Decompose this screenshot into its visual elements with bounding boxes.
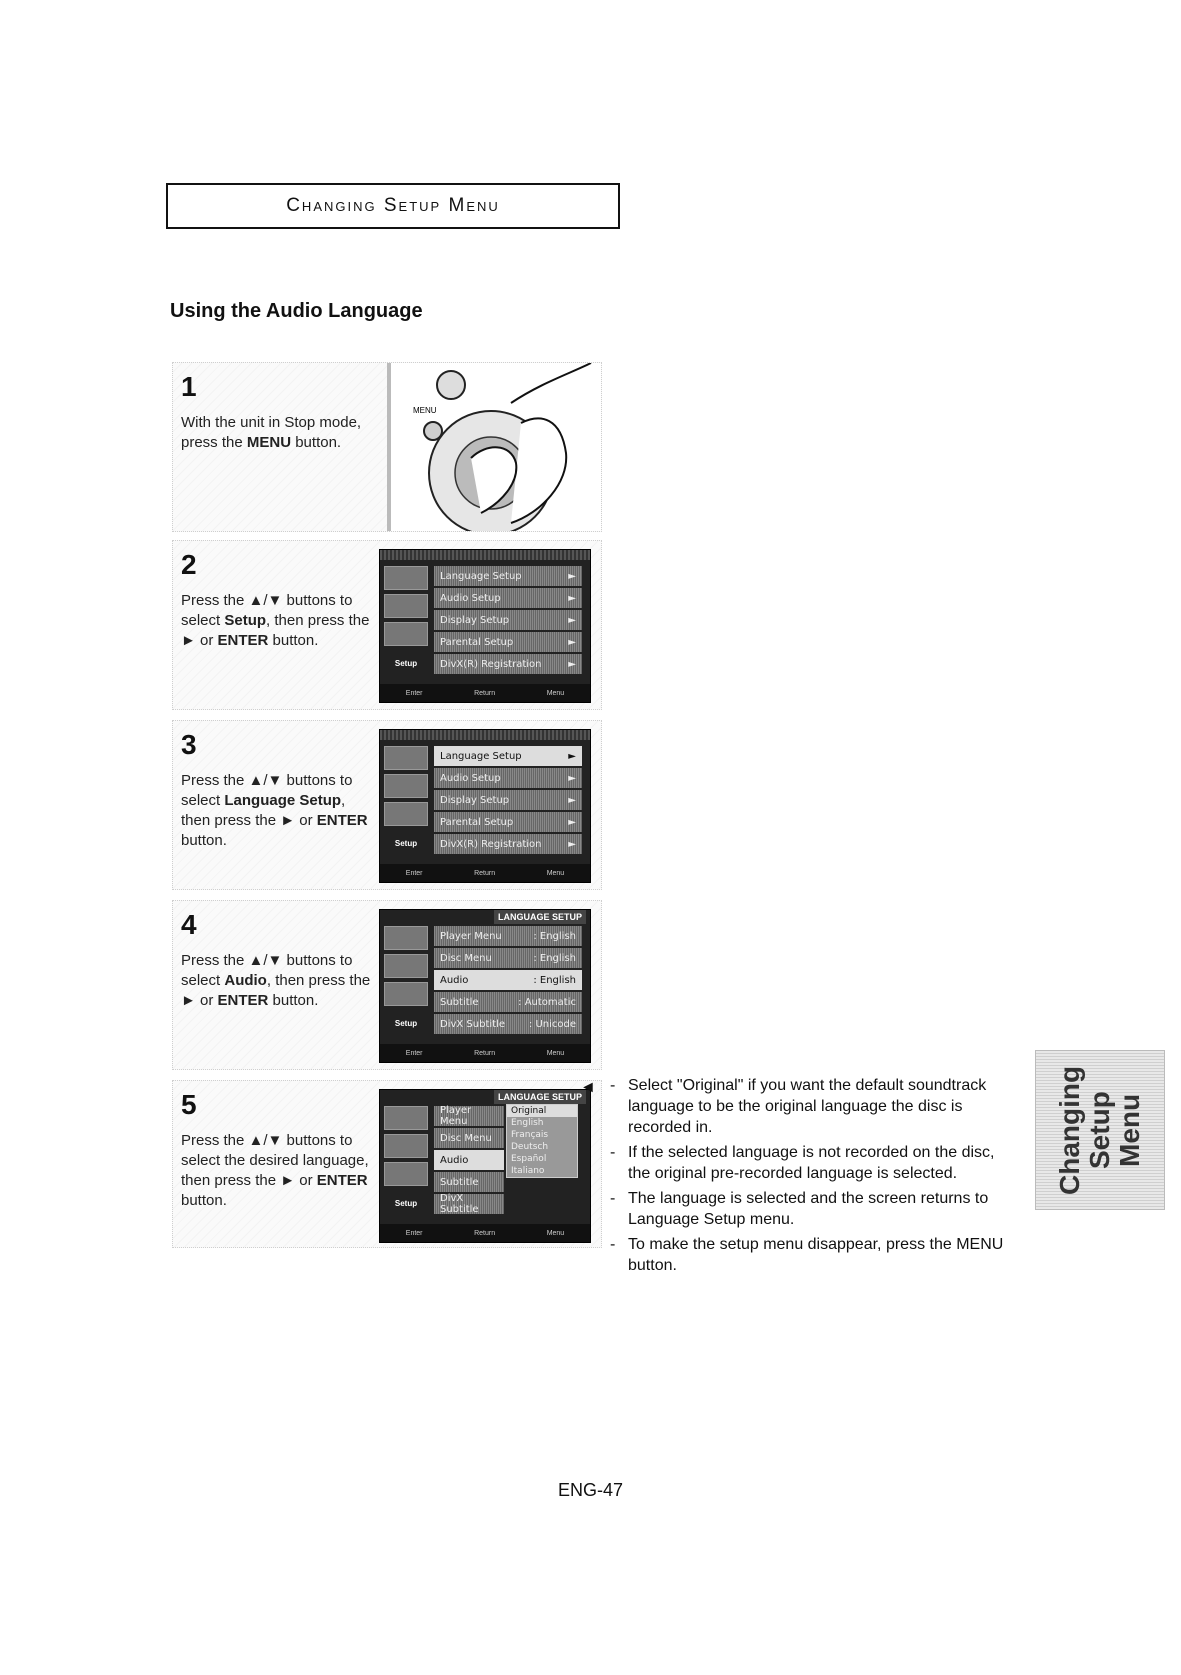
arrow-icon: ► (568, 772, 576, 784)
arrow-icon: ► (568, 838, 576, 850)
menu-item: Disc Menu (434, 1128, 504, 1148)
menu-item-selected: Language Setup ► (434, 746, 582, 766)
step-number: 5 (181, 1089, 197, 1120)
step-number: 1 (181, 371, 197, 402)
menu-item: DivX(R) Registration ► (434, 654, 582, 674)
page-heading: Using the Audio Language (170, 300, 423, 322)
arrow-icon: ► (568, 816, 576, 828)
note-item: - Select "Original" if you want the default soundtrack language to be the original language the disc is recorded in. (610, 1077, 987, 1136)
arrow-icon: ► (568, 614, 576, 626)
menu-item: Display Setup ► (434, 610, 582, 630)
step-3 (172, 720, 602, 890)
notes (580, 1075, 1010, 1280)
note-arrow-icon: ◄ (580, 1079, 596, 1096)
setup-menu-screen: Setup Language Setup ► Audio Setup ► Display Setup ► Parental Setup ► DivX(R) Registration ► Enter Return Menu (379, 549, 591, 703)
step-text: Press the ▲/▼ buttons to select Audio, then press the ► or ENTER button. (181, 952, 371, 1009)
menu-item: Audio Setup ► (434, 588, 582, 608)
menu-item: Display Setup ► (434, 790, 582, 810)
menu-item: Player Menu : English (434, 926, 582, 946)
menu-item: Parental Setup ► (434, 812, 582, 832)
language-setup-screen: LANGUAGE SETUP Setup Player Menu : English Disc Menu : English Audio : English Subtitle : Automatic DivX Subtitle : Unicode Enter Return Menu (379, 909, 591, 1063)
page-number: ENG-47 (557, 1480, 624, 1500)
step-number: 3 (181, 729, 197, 760)
menu-item: Subtitle (434, 1172, 504, 1192)
arrow-icon: ► (568, 636, 576, 648)
audio-language-screen: LANGUAGE SETUP Setup Player Menu Disc Menu Audio Subtitle DivX Subtitle Original English Français Deutsch Español Italiano Enter Return Menu (379, 1089, 591, 1243)
audio-options-list: Original English Français Deutsch Español Italiano (506, 1104, 578, 1178)
note-item: - The language is selected and the screen returns to Language Setup menu. (610, 1190, 989, 1228)
arrow-icon: ► (568, 570, 576, 582)
setup-menu-screen: Setup Language Setup ► Audio Setup ► Display Setup ► Parental Setup ► DivX(R) Registration ► Enter Return Menu (379, 729, 591, 883)
step-number: 4 (181, 909, 197, 940)
menu-item-selected: Audio : English (434, 970, 582, 990)
arrow-icon: ► (568, 750, 576, 762)
step-number: 2 (181, 549, 197, 580)
menu-item: Parental Setup ► (434, 632, 582, 652)
menu-item: DivX(R) Registration ► (434, 834, 582, 854)
note-item: - If the selected language is not recorded on the disc, the original pre-recorded language is selected. (610, 1144, 995, 1182)
step-1 (172, 362, 602, 532)
menu-item: Audio Setup ► (434, 768, 582, 788)
step-text: Press the ▲/▼ buttons to select Language Setup, then press the ► or ENTER button. (181, 772, 368, 849)
menu-item: Player Menu (434, 1106, 504, 1126)
note-item: - To make the setup menu disappear, press the MENU button. (610, 1236, 1004, 1274)
arrow-icon: ► (568, 592, 576, 604)
section-title: Changing Setup Menu (166, 183, 620, 229)
arrow-icon: ► (568, 794, 576, 806)
menu-item-selected: Audio (434, 1150, 504, 1170)
svg-text:MENU: MENU (413, 406, 437, 415)
remote-illustration (387, 363, 601, 531)
step-4 (172, 900, 602, 1070)
menu-item: Language Setup ► (434, 566, 582, 586)
step-text: With the unit in Stop mode, press the MENU button. (181, 414, 362, 451)
menu-item: DivX Subtitle (434, 1194, 504, 1214)
menu-item: Disc Menu : English (434, 948, 582, 968)
step-5 (172, 1080, 602, 1248)
step-2 (172, 540, 602, 710)
menu-item: Subtitle : Automatic (434, 992, 582, 1012)
arrow-icon: ► (568, 658, 576, 670)
step-text: Press the ▲/▼ buttons to select the desired language, then press the ► or ENTER button. (181, 1132, 369, 1209)
step-text: Press the ▲/▼ buttons to select Setup, then press the ► or ENTER button. (181, 592, 370, 649)
menu-item: DivX Subtitle : Unicode (434, 1014, 582, 1034)
chapter-side-tab: Changing Setup Menu (1035, 1050, 1165, 1210)
